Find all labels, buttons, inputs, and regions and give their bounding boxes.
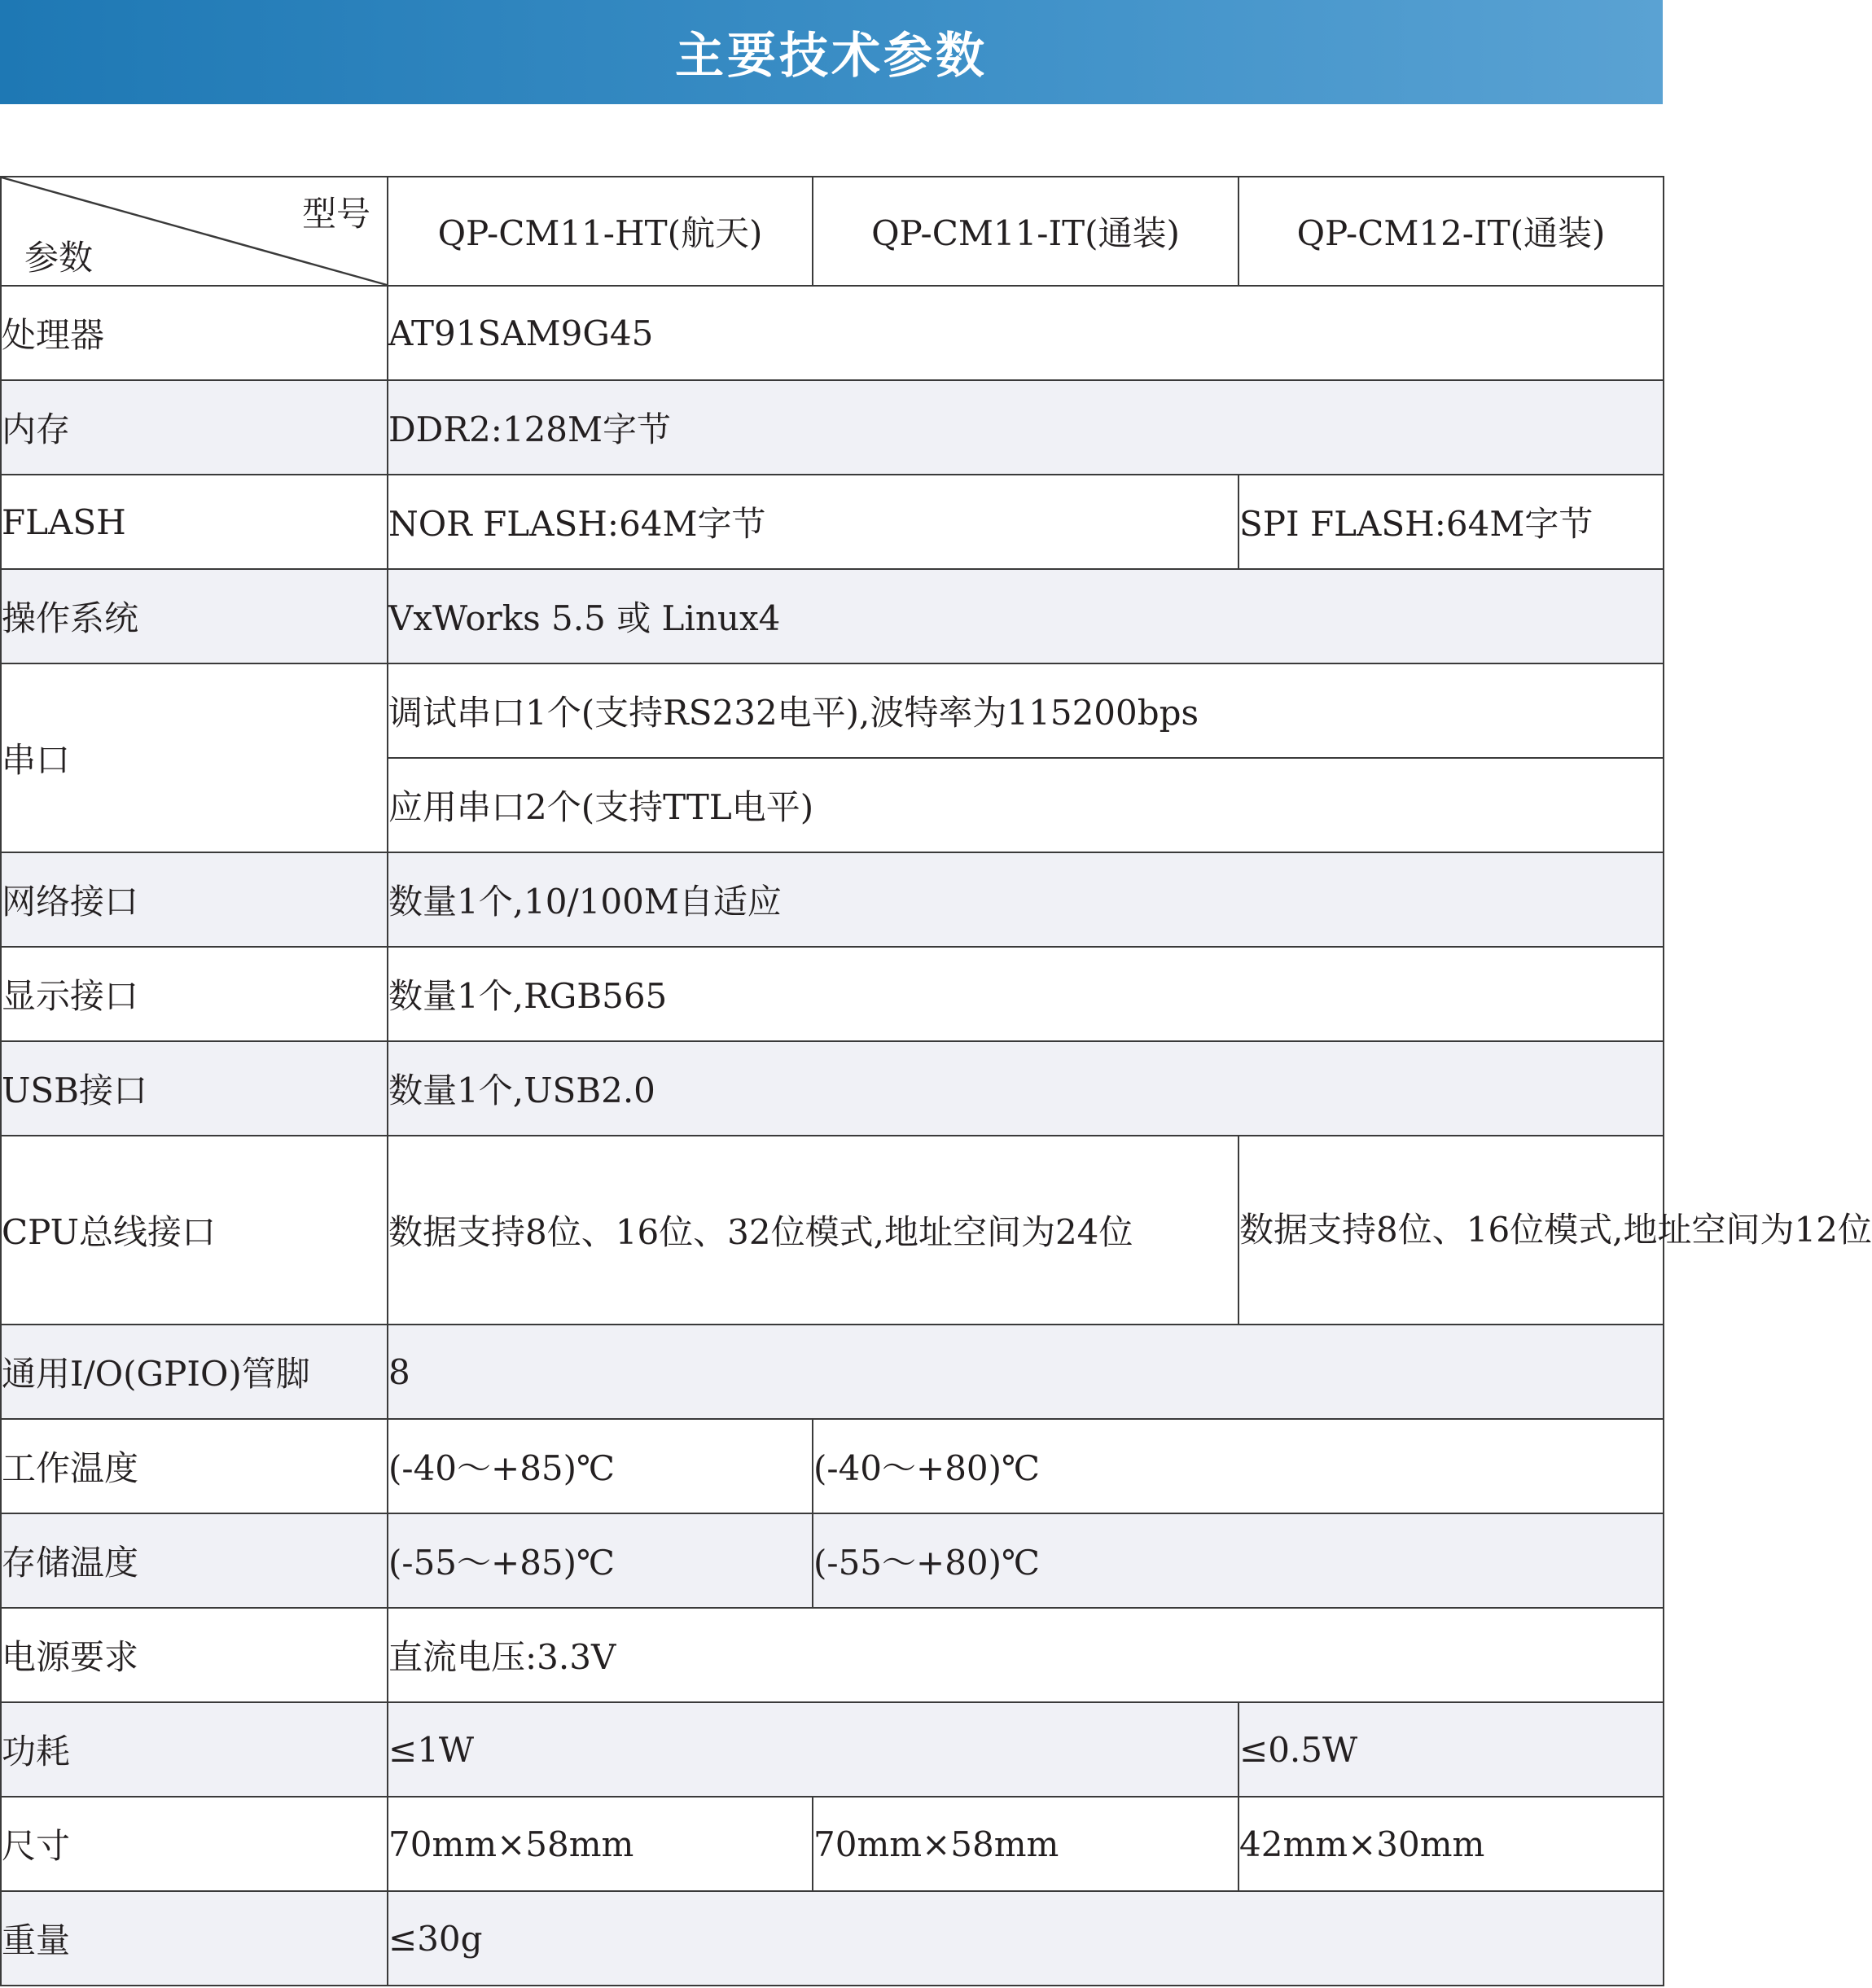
row-value-line1: 调试串口1个(支持RS232电平),波特率为115200bps [388,663,1664,758]
row-value-b: 数据支持8位、16位模式,地址空间为12位 [1239,1136,1664,1325]
row-flash [1,475,1664,569]
row-label: 尺寸 [1,1797,388,1891]
row-size [1,1797,1664,1891]
row-value-a: (-55～+85)℃ [388,1513,813,1608]
row-storage-temp [1,1513,1664,1608]
row-value-a: NOR FLASH:64M字节 [388,475,1239,569]
row-label: 内存 [1,380,388,475]
row-value-c: 42mm×30mm [1239,1797,1664,1891]
row-value-b: (-40～+80)℃ [813,1419,1664,1513]
row-value: 数量1个,10/100M自适应 [388,852,1664,947]
row-label: FLASH [1,475,388,569]
row-work-temp [1,1419,1664,1513]
row-serial [1,663,1664,758]
row-memory [1,380,1664,475]
row-network [1,852,1664,947]
row-value: 数量1个,RGB565 [388,947,1664,1041]
row-label: 重量 [1,1891,388,1986]
row-value-b: 70mm×58mm [813,1797,1239,1891]
row-label: 存储温度 [1,1513,388,1608]
row-consumption [1,1702,1664,1797]
row-value: 数量1个,USB2.0 [388,1041,1664,1136]
row-value-b: (-55～+80)℃ [813,1513,1664,1608]
row-processor [1,286,1664,380]
row-label: 操作系统 [1,569,388,663]
row-label: 网络接口 [1,852,388,947]
header-row [1,177,1664,286]
row-value-b: SPI FLASH:64M字节 [1239,475,1664,569]
row-label: CPU总线接口 [1,1136,388,1325]
corner-header-cell [1,177,388,286]
row-weight [1,1891,1664,1986]
row-power [1,1608,1664,1702]
corner-param-label: 参数 [24,238,94,278]
row-value: VxWorks 5.5 或 Linux4 [388,569,1664,663]
row-label: 串口 [1,663,388,852]
row-label: 通用I/O(GPIO)管脚 [1,1325,388,1419]
row-gpio [1,1325,1664,1419]
row-label: 电源要求 [1,1608,388,1702]
row-usb [1,1041,1664,1136]
page-title: 主要技术参数 [675,28,988,85]
row-value-a: ≤1W [388,1702,1239,1797]
model-header-1: QP-CM11-HT(航天) [388,177,813,286]
row-value-a: 数据支持8位、16位、32位模式,地址空间为24位 [388,1136,1239,1325]
row-display [1,947,1664,1041]
row-label: 工作温度 [1,1419,388,1513]
row-value: 8 [388,1325,1664,1419]
row-value: AT91SAM9G45 [388,286,1664,380]
row-label: 功耗 [1,1702,388,1797]
row-label: 显示接口 [1,947,388,1041]
row-os [1,569,1664,663]
model-header-2: QP-CM11-IT(通装) [813,177,1239,286]
corner-model-label: 型号 [301,194,370,234]
row-value-line2: 应用串口2个(支持TTL电平) [388,758,1664,852]
row-value: 直流电压:3.3V [388,1608,1664,1702]
title-banner [0,0,1663,104]
spec-table [0,176,1872,1986]
row-value-b: ≤0.5W [1239,1702,1664,1797]
row-value: ≤30g [388,1891,1664,1986]
row-label: USB接口 [1,1041,388,1136]
row-label: 处理器 [1,286,388,380]
row-cpu-bus [1,1136,1664,1325]
row-value: DDR2:128M字节 [388,380,1664,475]
row-value-a: 70mm×58mm [388,1797,813,1891]
model-header-3: QP-CM12-IT(通装) [1239,177,1664,286]
row-value-a: (-40～+85)℃ [388,1419,813,1513]
